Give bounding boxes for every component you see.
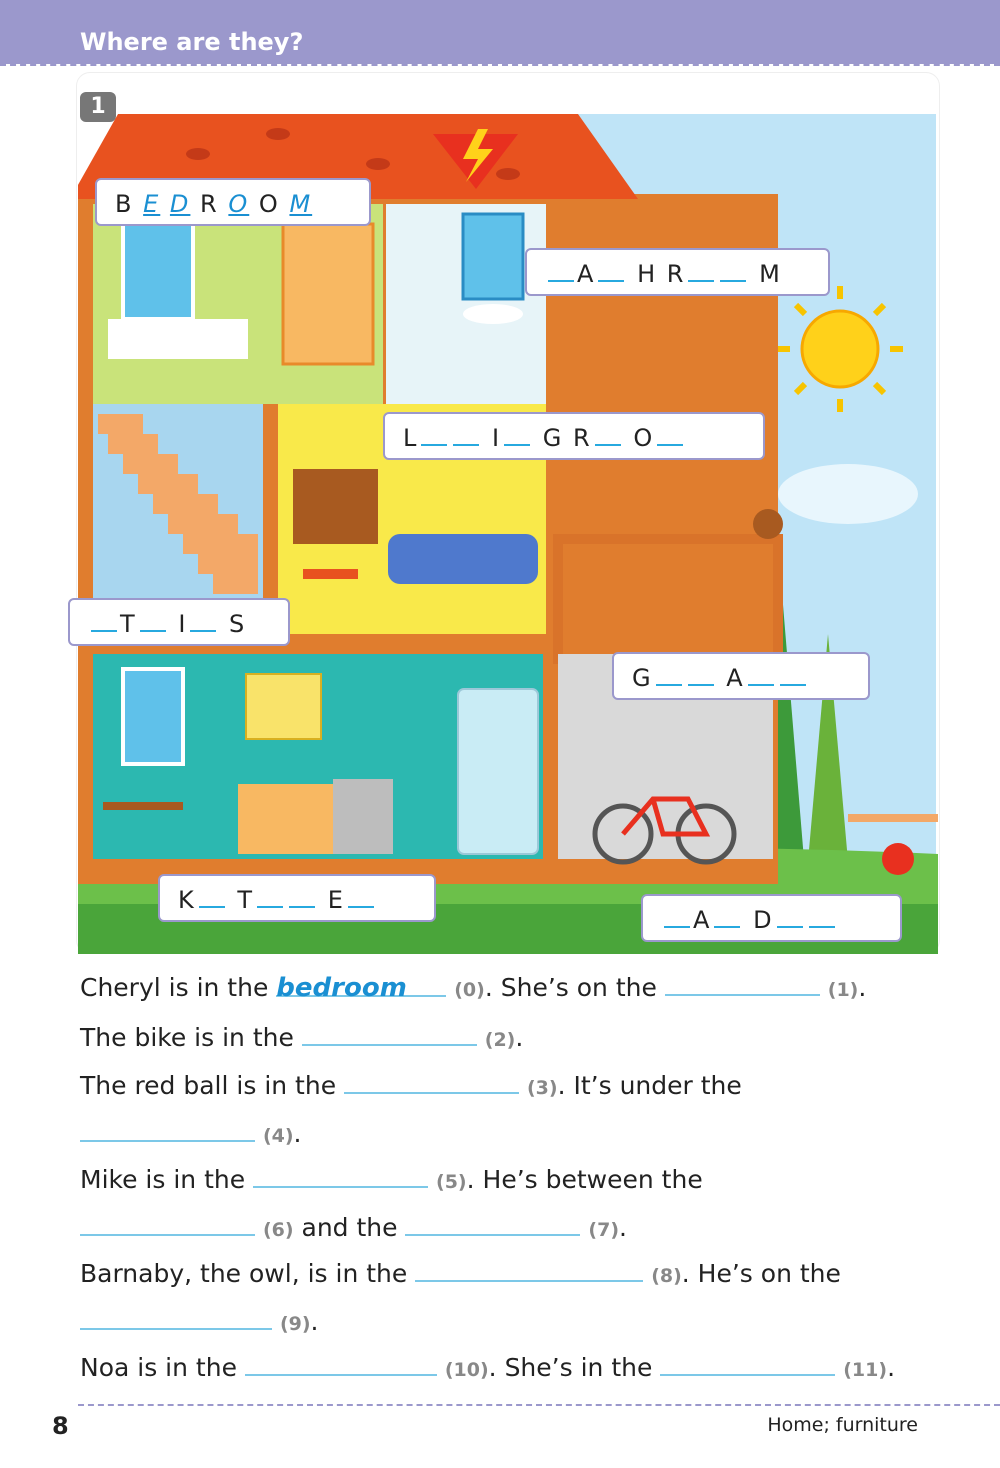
header-divider	[0, 64, 1000, 66]
answer-blank-5[interactable]	[253, 1164, 428, 1188]
footer-divider	[78, 1404, 1000, 1406]
balcony-post-ball	[753, 509, 783, 539]
sentence-line: The red ball is in the (3). It’s under the	[80, 1071, 742, 1100]
window	[123, 669, 183, 764]
footer-topic: Home; furniture	[767, 1414, 918, 1436]
cloud	[778, 464, 918, 524]
answer-blank-0[interactable]: bedroom	[276, 973, 446, 997]
cupboard	[246, 674, 321, 739]
sentence-line: (4).	[80, 1118, 302, 1148]
answer-blank-9[interactable]	[80, 1306, 272, 1330]
page-header	[0, 0, 1000, 64]
page-number: 8	[52, 1412, 69, 1440]
label-bathroom: A H R M	[525, 248, 830, 296]
counter	[238, 784, 338, 854]
mirror	[463, 214, 523, 299]
sentence-line: Barnaby, the owl, is in the (8). He’s on the	[80, 1259, 841, 1288]
sentence-line: Mike is in the (5). He’s between the	[80, 1165, 703, 1194]
answer-blank-3[interactable]	[344, 1070, 519, 1094]
label-garage: G A	[612, 652, 870, 700]
sentence-line: Cheryl is in the bedroom (0). She’s on the (1).	[80, 973, 867, 1003]
label-stairs: T I S	[68, 598, 290, 646]
window	[123, 224, 193, 319]
bed	[108, 319, 248, 359]
label-bedroom: B E D R O O M	[95, 178, 371, 226]
sentence-line: (9).	[80, 1306, 319, 1336]
answer-blank-10[interactable]	[245, 1352, 437, 1376]
sofa	[388, 534, 538, 584]
oven	[333, 779, 393, 854]
label-garden: A D	[641, 894, 902, 942]
sentence-line: The bike is in the (2).	[80, 1023, 524, 1052]
red-ball-icon	[882, 843, 914, 875]
exercise-number: 1	[80, 92, 116, 122]
bookshelf	[293, 469, 378, 544]
answer-blank-6[interactable]	[80, 1212, 255, 1236]
answer-blank-4[interactable]	[80, 1118, 255, 1142]
answer-blank-8[interactable]	[415, 1258, 643, 1282]
sink	[463, 304, 523, 324]
page-title: Where are they?	[80, 28, 304, 56]
label-kitchen: K T E	[158, 874, 436, 922]
table	[303, 569, 358, 579]
kitchen-table	[103, 802, 183, 810]
sentence-line: Noa is in the (10). She’s in the (11).	[80, 1353, 896, 1382]
answer-blank-11[interactable]	[660, 1352, 835, 1376]
wardrobe	[283, 224, 373, 364]
fridge	[458, 689, 538, 854]
answer-blank-7[interactable]	[405, 1212, 580, 1236]
garden-table	[848, 814, 938, 822]
answer-blank-1[interactable]	[665, 972, 820, 996]
answer-blank-2[interactable]	[302, 1022, 477, 1046]
sentence-line: (6) and the (7).	[80, 1212, 627, 1242]
label-living-room: L I G R O	[383, 412, 765, 460]
